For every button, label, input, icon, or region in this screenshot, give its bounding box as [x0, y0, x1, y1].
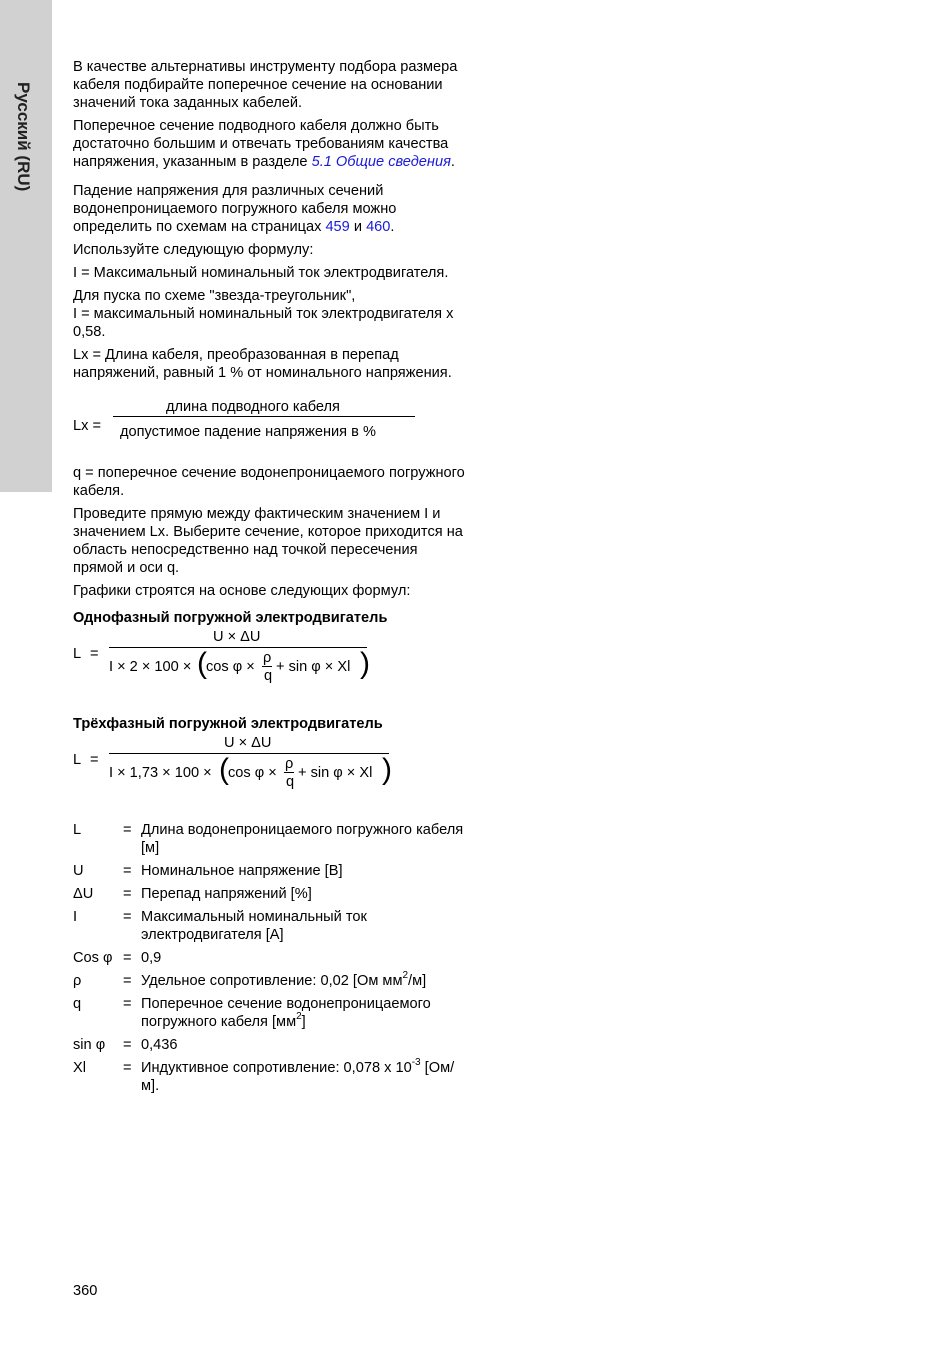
- three-phase-rho: ρ: [285, 756, 294, 772]
- definition-row: sin φ = 0,436: [73, 1037, 178, 1053]
- definition-row: ρ = Удельное сопротивление: 0,02 [Ом $мм^2/м$]: [73, 970, 427, 989]
- paragraph-graphs-basis: Графики строятся на основе следующих формул:: [73, 583, 411, 599]
- document-body: [73, 58, 465, 1100]
- three-phase-eq: =: [90, 752, 99, 768]
- paragraph-alternative: В качестве альтернативы инструменту подбора размера кабеля подбирайте поперечное сечение на основании значений тока заданных кабелей.: [73, 59, 458, 111]
- single-phase-numerator: U × ΔU: [213, 629, 261, 645]
- single-phase-sin-term: + sin φ × Xl: [276, 659, 351, 675]
- definition-row: Cos φ = 0,9: [73, 950, 162, 966]
- single-phase-rho: ρ: [263, 650, 272, 666]
- three-phase-lhs: L: [73, 752, 82, 768]
- three-phase-heading: Трёхфазный погружной электродвигатель: [73, 716, 383, 732]
- definition-row: Xl = Индуктивное сопротивление: 0,078 x $10^{-3}$ [Ом/м].: [73, 1057, 455, 1094]
- lx-fraction-bar: [113, 416, 415, 417]
- three-phase-fraction-bar: [109, 753, 389, 754]
- three-phase-denominator-prefix: I × 1,73 × 100 ×: [109, 765, 212, 781]
- page-link-459[interactable]: 459: [325, 219, 350, 235]
- single-phase-open-paren: (: [197, 647, 207, 680]
- single-phase-close-paren: ): [360, 647, 370, 680]
- single-phase-cos-term: cos φ ×: [206, 659, 255, 675]
- paragraph-q-def: q = поперечное сечение водонепроницаемого погружного кабеля.: [73, 465, 465, 499]
- lx-formula-denominator: допустимое падение напряжения в %: [120, 424, 376, 440]
- single-phase-q: q: [264, 668, 273, 684]
- definition-row: q = Поперечное сечение водонепроницаемого погружного кабеля $[мм^2]$: [73, 996, 431, 1030]
- paragraph-current-def: I = Максимальный номинальный ток электродвигателя.: [73, 265, 449, 281]
- single-phase-eq: =: [90, 646, 99, 662]
- three-phase-q: q: [286, 774, 295, 790]
- section-link[interactable]: 5.1 Общие сведения: [311, 154, 451, 170]
- three-phase-cos-term: cos φ ×: [228, 765, 277, 781]
- single-phase-formula: [73, 629, 465, 701]
- single-phase-heading: Однофазный погружной электродвигатель: [73, 610, 388, 626]
- definition-row: I = Максимальный номинальный ток электродвигателя [A]: [73, 909, 367, 943]
- three-phase-sin-term: + sin φ × Xl: [298, 765, 373, 781]
- paragraph-cross-section: Поперечное сечение подводного кабеля должно быть достаточно большим и отвечать требованиям качества напряжения, указанным в разделе 5.1 Общие сведения.: [73, 118, 455, 170]
- lx-formula-lhs: Lx =: [73, 418, 101, 434]
- paragraph-voltage-drop: Падение напряжения для различных сечений водонепроницаемого погружного кабеля можно определить по схемам на страницах 459 и 460.: [73, 183, 397, 235]
- definition-row: L = Длина водонепроницаемого погружного кабеля [м]: [73, 822, 464, 856]
- three-phase-open-paren: (: [219, 753, 229, 786]
- single-phase-lhs: L: [73, 646, 82, 662]
- language-side-tab: [0, 0, 52, 492]
- paragraph-lx-def: Lx = Длина кабеля, преобразованная в перепад напряжений, равный 1 % от номинального напряжения.: [73, 347, 452, 381]
- lx-formula-numerator: длина подводного кабеля: [166, 399, 340, 415]
- page-link-460[interactable]: 460: [366, 219, 391, 235]
- definitions-list: [73, 821, 465, 1095]
- definition-row: U = Номинальное напряжение [В]: [73, 863, 343, 879]
- language-tab-label: Русский (RU): [14, 82, 33, 192]
- paragraph-use-formula: Используйте следующую формулу:: [73, 242, 314, 258]
- single-phase-denominator-prefix: I × 2 × 100 ×: [109, 659, 192, 675]
- single-phase-fraction-bar: [109, 647, 367, 648]
- page-number: 360: [73, 1283, 98, 1299]
- paragraph-draw-line: Проведите прямую между фактическим значением I и значением Lx. Выберите сечение, которое приходится на область непосредственно над точкой пересечения прямой и оси q.: [73, 506, 463, 576]
- paragraph-star-delta: Для пуска по схеме "звезда-треугольник", I = максимальный номинальный ток электродвигателя x 0,58.: [73, 288, 454, 340]
- three-phase-close-paren: ): [382, 753, 392, 786]
- definition-row: ΔU = Перепад напряжений [%]: [73, 886, 312, 902]
- lx-formula: [73, 398, 465, 464]
- three-phase-numerator: U × ΔU: [224, 735, 272, 751]
- three-phase-formula: [73, 735, 465, 807]
